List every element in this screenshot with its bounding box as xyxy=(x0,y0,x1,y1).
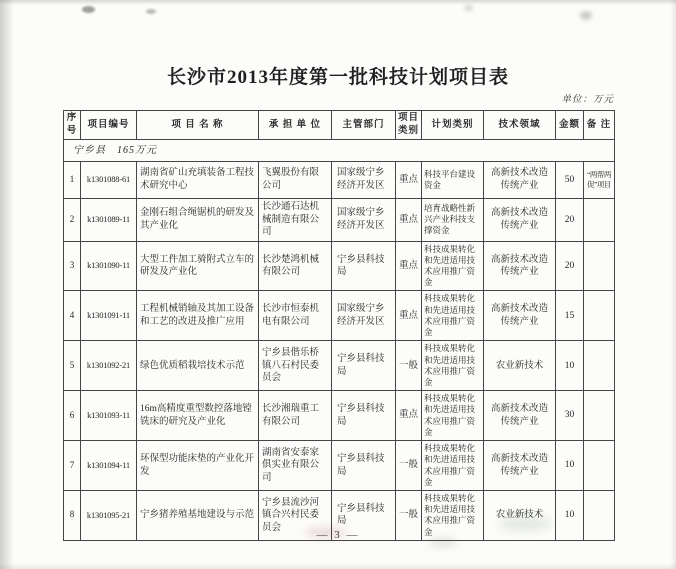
cell-project-name: 16m高精度重型数控落地镗铣床的研究及产业化 xyxy=(137,391,259,441)
column-header-department: 主管部门 xyxy=(332,111,396,140)
cell-remark xyxy=(584,391,615,441)
cell-amount: 15 xyxy=(556,291,584,341)
column-header-amount: 金额 xyxy=(556,111,584,140)
cell-project-name: 绿色优质稻栽培技术示范 xyxy=(137,341,259,391)
scan-edge-shadow xyxy=(0,563,676,569)
header-row xyxy=(64,111,615,140)
scan-artifact xyxy=(146,9,156,14)
cell-project-id: k1301091-11 xyxy=(81,291,137,341)
scan-artifact xyxy=(580,11,592,20)
cell-amount: 20 xyxy=(556,199,584,242)
cell-project-id: k1301094-11 xyxy=(81,441,137,491)
cell-project-type: 重点 xyxy=(396,291,422,341)
cell-tech-field: 农业新技术 xyxy=(484,341,556,391)
column-header-seq: 序号 xyxy=(64,111,81,140)
cell-undertaking-unit: 长沙湘瑞重工有限公司 xyxy=(259,391,332,441)
cell-project-type: 重点 xyxy=(396,162,422,199)
cell-undertaking-unit: 湖南省安泰家俱实业有限公司 xyxy=(259,441,332,491)
cell-remark xyxy=(584,199,615,242)
cell-undertaking-unit: 长沙市恒泰机电有限公司 xyxy=(259,291,332,341)
cell-project-type: 重点 xyxy=(396,199,422,242)
cell-department: 国家级宁乡经济开发区 xyxy=(332,162,396,199)
cell-project-id: k1301088-61 xyxy=(81,162,137,199)
cell-project-type: 重点 xyxy=(396,391,422,441)
cell-project-type: 一般 xyxy=(396,490,422,540)
cell-plan-category: 科技成果转化和先进适用技术应用推广资金 xyxy=(422,441,484,491)
cell-seq: 6 xyxy=(64,391,81,441)
cell-remark xyxy=(584,241,615,291)
column-header-remark: 备 注 xyxy=(584,111,615,140)
cell-amount: 50 xyxy=(556,162,584,199)
cell-seq: 8 xyxy=(64,490,81,540)
cell-project-id: k1301089-11 xyxy=(81,199,137,242)
cell-tech-field: 高新技术改造传统产业 xyxy=(484,291,556,341)
table-row xyxy=(64,391,615,441)
cell-department: 宁乡县科技局 xyxy=(332,441,396,491)
column-header-tech-field: 技术领域 xyxy=(484,111,556,140)
scan-artifact xyxy=(464,5,473,11)
cell-remark xyxy=(584,341,615,391)
column-header-type: 项目类别 xyxy=(396,111,422,140)
column-header-project-id: 项目编号 xyxy=(81,111,137,140)
cell-plan-category: 培育战略性新兴产业科技支撑资金 xyxy=(422,199,484,242)
cell-seq: 3 xyxy=(64,241,81,291)
cell-seq: 7 xyxy=(64,441,81,491)
cell-project-name: 大型工件加工骑附式立车的研发及产业化 xyxy=(137,241,259,291)
cell-seq: 2 xyxy=(64,199,81,242)
cell-tech-field: 高新技术改造传统产业 xyxy=(484,199,556,242)
cell-undertaking-unit: 宁乡县偕乐桥镇八石村民委员会 xyxy=(259,341,332,391)
column-header-plan-category: 计划类别 xyxy=(422,111,484,140)
cell-tech-field: 高新技术改造传统产业 xyxy=(484,241,556,291)
cell-amount: 10 xyxy=(556,490,584,540)
cell-project-id: k1301092-21 xyxy=(81,341,137,391)
cell-plan-category: 科技成果转化和先进适用技术应用推广资金 xyxy=(422,291,484,341)
cell-plan-category: 科技成果转化和先进适用技术应用推广资金 xyxy=(422,341,484,391)
cell-amount: 20 xyxy=(556,241,584,291)
table-row xyxy=(64,341,615,391)
table-row xyxy=(64,199,615,242)
scan-edge-shadow xyxy=(0,0,676,5)
cell-department: 宁乡县科技局 xyxy=(332,490,396,540)
cell-department: 国家级宁乡经济开发区 xyxy=(332,291,396,341)
cell-tech-field: 高新技术改造传统产业 xyxy=(484,162,556,199)
cell-tech-field: 农业新技术 xyxy=(484,490,556,540)
cell-project-name: 宁乡猪养殖基地建设与示范 xyxy=(137,490,259,540)
cell-amount: 10 xyxy=(556,341,584,391)
cell-amount: 30 xyxy=(556,391,584,441)
cell-plan-category: 科技成果转化和先进适用技术应用推广资金 xyxy=(422,391,484,441)
cell-project-id: k1301093-11 xyxy=(81,391,137,441)
cell-amount: 10 xyxy=(556,441,584,491)
cell-remark: “两帮两促”项目 xyxy=(584,162,615,199)
cell-undertaking-unit: 宁乡县流沙河镇合兴村民委员会 xyxy=(259,490,332,540)
group-row-label: 宁乡县 165万元 xyxy=(64,140,615,162)
group-row xyxy=(64,140,615,162)
cell-seq: 4 xyxy=(64,291,81,341)
cell-project-name: 工程机械销轴及其加工设备和工艺的改进及推广应用 xyxy=(137,291,259,341)
cell-remark xyxy=(584,291,615,341)
cell-seq: 5 xyxy=(64,341,81,391)
cell-remark xyxy=(584,441,615,491)
cell-project-name: 金刚石组合绳锯机的研发及其产业化 xyxy=(137,199,259,242)
project-table xyxy=(63,110,615,541)
page-number: — 3 — xyxy=(316,529,360,541)
unit-note: 单位：万元 xyxy=(561,95,614,105)
table-row xyxy=(64,441,615,491)
cell-tech-field: 高新技术改造传统产业 xyxy=(484,391,556,441)
cell-undertaking-unit: 飞翼股份有限公司 xyxy=(259,162,332,199)
column-header-project-name: 项 目 名 称 xyxy=(137,111,259,140)
cell-undertaking-unit: 长沙楚鸿机械有限公司 xyxy=(259,241,332,291)
cell-project-type: 一般 xyxy=(396,341,422,391)
cell-plan-category: 科技成果转化和先进适用技术应用推广资金 xyxy=(422,241,484,291)
cell-undertaking-unit: 长沙通石达机械制造有限公司 xyxy=(259,199,332,242)
table-row xyxy=(64,162,615,199)
cell-department: 宁乡县科技局 xyxy=(332,241,396,291)
cell-project-type: 重点 xyxy=(396,241,422,291)
cell-project-id: k1301095-21 xyxy=(81,490,137,540)
page-title: 长沙市2013年度第一批科技计划项目表 xyxy=(166,67,509,88)
cell-project-name: 湖南省矿山充填装备工程技术研究中心 xyxy=(137,162,259,199)
cell-project-name: 环保型功能床垫的产业化开发 xyxy=(137,441,259,491)
cell-project-id: k1301090-11 xyxy=(81,241,137,291)
column-header-unit: 承 担 单 位 xyxy=(259,111,332,140)
scan-artifact xyxy=(82,6,95,13)
cell-department: 国家级宁乡经济开发区 xyxy=(332,199,396,242)
cell-department: 宁乡县科技局 xyxy=(332,391,396,441)
cell-plan-category: 科技平台建设资金 xyxy=(422,162,484,199)
table-row xyxy=(64,241,615,291)
cell-project-type: 一般 xyxy=(396,441,422,491)
cell-tech-field: 高新技术改造传统产业 xyxy=(484,441,556,491)
cell-plan-category: 科技成果转化和先进适用技术应用推广资金 xyxy=(422,490,484,540)
cell-seq: 1 xyxy=(64,162,81,199)
table-row xyxy=(64,291,615,341)
cell-department: 宁乡县科技局 xyxy=(332,341,396,391)
